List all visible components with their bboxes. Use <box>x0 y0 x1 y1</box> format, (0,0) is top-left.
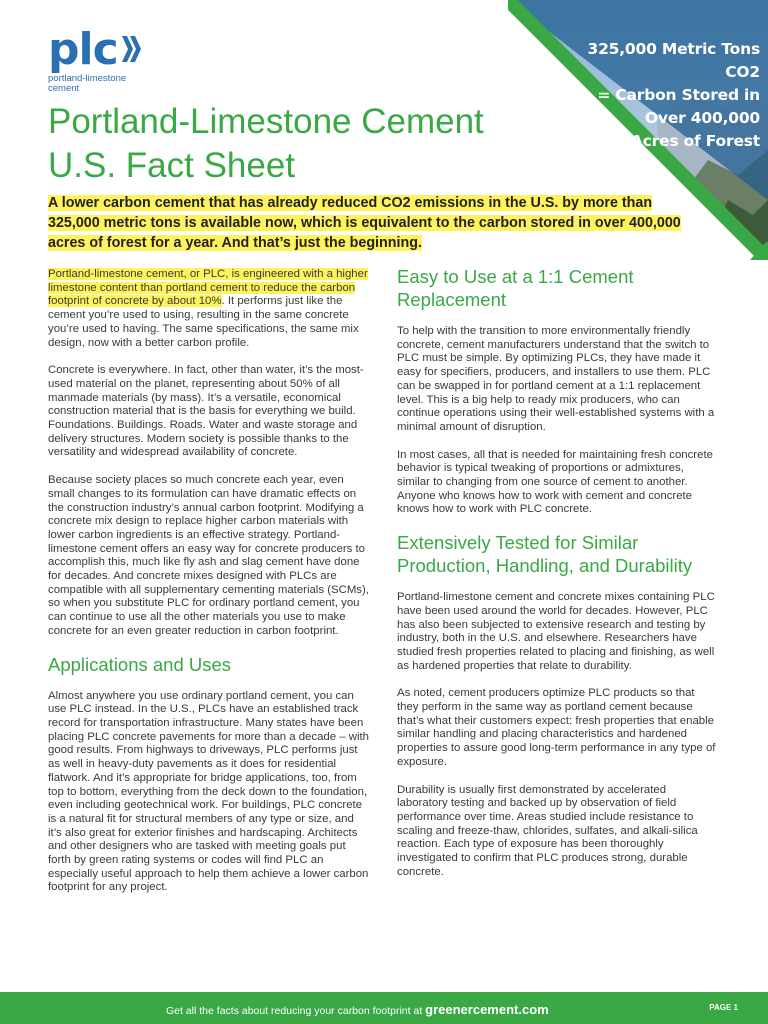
logo-subtitle-line: portland-limestone <box>48 73 127 84</box>
footer-link[interactable]: greenercement.com <box>425 1002 549 1017</box>
footer-text <box>166 1002 549 1017</box>
callout-line: Over 400,000 <box>644 109 760 127</box>
section-heading: Easy to Use at a 1:1 Cement Replacement <box>397 266 634 310</box>
right-column <box>397 265 719 894</box>
body-text: . It performs just like the cement you’re used to using, resulting in the same concrete you’re used to having. The same specifications, the same mix design, now with a better carbon profile. <box>48 295 359 349</box>
body-paragraph: As noted, cement producers optimize PLC products so that they perform in the same way as portland cement because that’s what their customers expect: fresh properties that enable similar handling and placing characteristics and hardened properties to assure good long-term performance in any type of exposure. <box>397 687 716 768</box>
callout-line: = Carbon Stored in <box>597 86 760 104</box>
section-heading: Applications and Uses <box>48 653 232 675</box>
title-line: U.S. Fact Sheet <box>48 146 296 185</box>
body-paragraph: To help with the transition to more environmentally friendly concrete, cement manufacturers understand that the switch to PLC must be simple. By optimizing PLCs, they have made it easy for specifiers, producers, and installers to use them. PLC can be swapped in for portland cement at a 1:1 replacement level. This is a big help to ready mix producers, who can continue operations using their well-established systems with a minimal amount of disruption. <box>397 325 715 433</box>
lead-text: A lower carbon cement that has already reduced CO2 emissions in the U.S. by more than 325,000 metric tons is available now, which is equivalent to the carbon stored in over 400,000 acres of forest for a year. And that’s just the beginning. <box>48 195 681 251</box>
callout-line: Acres of Forest <box>630 132 760 150</box>
intro-paragraph <box>48 268 370 350</box>
page-number: PAGE 1 <box>709 1003 738 1012</box>
footer-message: Get all the facts about reducing your carbon footprint at <box>166 1005 426 1017</box>
logo-subtitle-line: cement <box>48 83 80 94</box>
footer-bar <box>0 992 768 1024</box>
body-paragraph: Durability is usually first demonstrated by accelerated laboratory testing and backed up by observation of field performance over time. Areas studied include resistance to scaling and freeze-thaw, chlorides, sulfates, and alkali-silica reaction. Each type of exposure has been thoroughly investigated to confirm that PLC produces strong, durable concrete. <box>397 783 698 878</box>
logo-slashes-icon <box>120 36 144 67</box>
body-paragraph: Portland-limestone cement and concrete mixes containing PLC have been used around the world for decades. However, PLC has also been subjected to extensive research and testing by industry, both in the U.S. and elsewhere. Researchers have studied fresh properties related to placing and finishing, as well as hardened properties that relate to durability. <box>397 591 715 672</box>
body-paragraph: Because society places so much concrete each year, even small changes to its formulation can have dramatic effects on the construction industry’s annual carbon footprint. Modifying a concrete mix design to replace higher carbon materials with lower carbon ingredients is an effective strategy. Portland-limestone cement offers an easy way for concrete producers to accomplish this, much like fly ash and slag cement have done for decades. And concrete mixes designed with PLCs are compatible with all supplementary cementing materials (SCMs), so when you substitute PLC for ordinary portland cement, you can continue to use all the other materials you use to make concrete for an even greater reduction in carbon footprint. <box>48 474 369 637</box>
page-title <box>48 100 608 188</box>
title-line: Portland-Limestone Cement <box>48 102 484 141</box>
callout-line: 325,000 Metric Tons CO2 <box>587 40 760 81</box>
logo-wordmark: plc <box>48 24 118 75</box>
body-paragraph: Almost anywhere you use ordinary portland cement, you can use PLC instead. In the U.S., PLCs have an established track record for transportation infrastructure. Many states have been placing PLC concrete pavements for more than a decade – with good results. From highways to driveways, PLC performs just as well in heavy-duty pavements as it does for residential flatwork. And it’s appropriate for bridge applications, too, from top to bottom, everything from the deck down to the foundation, even including geotechnical work. For buildings, PLC concrete is a natural fit for structural members of any type or size, and it’s also great for exterior finishes and hardscaping. Architects and other designers who are tasked with meeting goals put forth by green rating systems or codes will find PLC an especially useful approach to help them achieve a lower carbon footprint for any project. <box>48 689 370 894</box>
body-paragraph: Concrete is everywhere. In fact, other than water, it’s the most-used material on the planet, representing about 50% of all manmade materials (by mass). It’s a versatile, economical construction material that is the basis for everything we build. Foundations. Buildings. Roads. Water and waste storage and delivery structures. Modern society is possible thanks to the versatility and widespread availability of concrete. <box>48 364 364 459</box>
left-column <box>48 268 370 909</box>
logo-subtitle <box>48 74 144 94</box>
lead-paragraph <box>48 193 688 253</box>
plc-logo <box>48 24 144 94</box>
body-paragraph: In most cases, all that is needed for maintaining fresh concrete behavior is typical tweaking of proportions or admixtures, similar to changing from one source of cement to another. Anyone who knows how to work with cement and concrete knows how to work with PLC concrete. <box>397 448 713 516</box>
highlighted-text: Portland-limestone cement, or PLC, is engineered with a higher limestone content than portland cement to reduce the carbon footprint of concrete by about 10% <box>48 268 368 308</box>
section-heading: Extensively Tested for Similar Production, Handling, and Durability <box>397 532 693 577</box>
